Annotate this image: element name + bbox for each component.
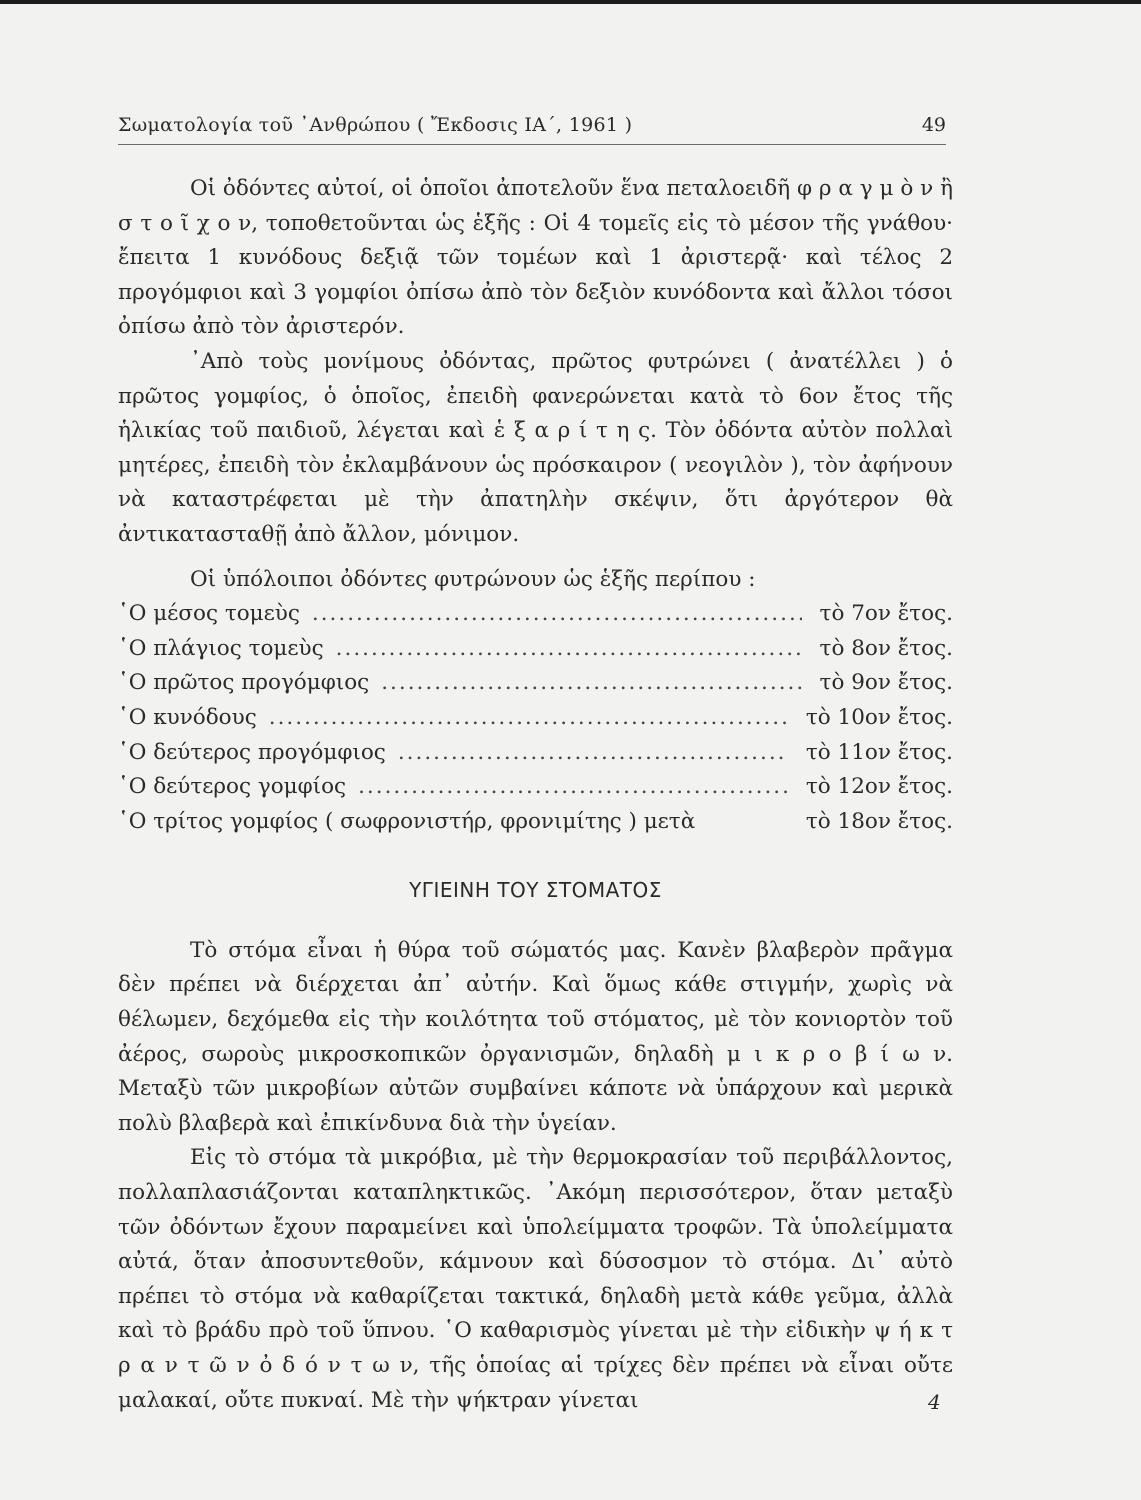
dot-leader [358, 770, 788, 805]
list-item [118, 597, 953, 632]
tooth-age: τὸ 11ον ἔτος. [805, 739, 953, 765]
tooth-age: τὸ 18ον ἔτος. [805, 808, 953, 834]
tooth-label: ῾Ο πλάγιος τομεὺς [118, 635, 324, 661]
list-item [118, 666, 953, 701]
dot-leader [269, 701, 788, 736]
dot-leader [312, 597, 802, 632]
running-header [118, 112, 946, 145]
dot-leader [336, 632, 802, 667]
teeth-eruption-list [118, 597, 953, 839]
list-item [118, 701, 953, 736]
tooth-age: τὸ 8ον ἔτος. [819, 635, 953, 661]
tooth-label: ῾Ο δεύτερος προγόμφιος [118, 739, 386, 765]
section-heading: ΥΓΙΕΙΝΗ ΤΟΥ ΣΤΟΜΑΤΟΣ [409, 878, 662, 903]
paragraph: Τὸ στόμα εἶναι ἡ θύρα τοῦ σώματός μας. Κανὲν βλαβερὸν πρᾶγμα δὲν πρέπει νὰ διέρχεται ἀπ᾿ αὐτήν. Καὶ ὅμως κάθε στιγμήν, χωρὶς νὰ θέλωμεν, δεχόμεθα εἰς τὴν κοιλότητα τοῦ στόματος, μὲ τὸν κονιορτὸν τοῦ ἀέρος, σωροὺς μικροσκοπικῶν ὀργανισμῶν, δηλαδὴ μ ι κ ρ ο β ί ω ν. Μεταξὺ τῶν μικροβίων αὐτῶν συμβαίνει κάποτε νὰ ὑπάρχουν καὶ μερικὰ πολὺ βλαβερὰ καὶ ἐπικίνδυνα διὰ τὴν ὑγείαν. [118, 937, 953, 1136]
tooth-age: τὸ 12ον ἔτος. [805, 774, 953, 800]
header-title: Σωματολογία τοῦ ᾿Ανθρώπου ( Ἔκδοσις ΙΑ΄, 1961 ) [118, 114, 633, 136]
signature-mark: 4 [928, 1390, 941, 1414]
tooth-label: ῾Ο κυνόδους [118, 704, 257, 730]
tooth-label: ῾Ο μέσος τομεὺς [118, 601, 300, 627]
tooth-age: τὸ 10ον ἔτος. [805, 704, 953, 730]
paragraph: ᾿Απὸ τοὺς μονίμους ὀδόντας, πρῶτος φυτρώνει ( ἀνατέλλει ) ὁ πρῶτος γομφίος, ὁ ὁποῖος, ἐπειδὴ φανερώνεται κατὰ τὸ 6ον ἔτος τῆς ἡλικίας τοῦ παιδιοῦ, λέγεται καὶ ἑ ξ α ρ ί τ η ς. Τὸν ὀδόντα αὐτὸν πολλαὶ μητέρες, ἐπειδὴ τὸν ἐκλαμβάνουν ὡς πρόσκαιρον ( νεογιλὸν ), τὸν ἀφήνουν νὰ καταστρέφεται μὲ τὴν ἀπατηλὴν σκέψιν, ὅτι ἀργότερον θὰ ἀντικατασταθῇ ἀπὸ ἄλλον, μόνιμον. [118, 348, 953, 547]
list-item [118, 805, 953, 840]
paragraph: Οἱ ὀδόντες αὐτοί, οἱ ὁποῖοι ἀποτελοῦν ἕνα πεταλοειδῆ φ ρ α γ μ ὸ ν ἢ σ τ ο ῖ χ ο ν, τοποθετοῦνται ὡς ἑξῆς : Οἱ 4 τομεῖς εἰς τὸ μέσον τῆς γνάθου· ἔπειτα 1 κυνόδους δεξιᾷ τῶν τομέων καὶ 1 ἀριστερᾷ· καὶ τέλος 2 προγόμφιοι καὶ 3 γομφίοι ὀπίσω ἀπὸ τὸν δεξιὸν κυνόδοντα καὶ ἄλλοι τόσοι ὀπίσω ἀπὸ τὸν ἀριστερόν. [118, 176, 953, 340]
paragraph: Οἱ ὑπόλοιποι ὀδόντες φυτρώνουν ὡς ἑξῆς περίπου : [190, 566, 756, 592]
dot-leader [381, 666, 801, 701]
page-body [118, 172, 953, 1418]
dot-leader [398, 736, 788, 771]
tooth-label: ῾Ο τρίτος γομφίος ( σωφρονιστήρ, φρονιμίτης ) μετὰ [118, 808, 696, 834]
tooth-age: τὸ 7ον ἔτος. [819, 601, 953, 627]
list-item [118, 770, 953, 805]
list-item [118, 736, 953, 771]
tooth-label: ῾Ο δεύτερος γομφίος [118, 774, 347, 800]
page-number: 49 [921, 114, 946, 136]
paragraph: Εἰς τὸ στόμα τὰ μικρόβια, μὲ τὴν θερμοκρασίαν τοῦ περιβάλλοντος, πολλαπλασιάζονται καταπληκτικῶς. ᾿Ακόμη περισσότερον, ὅταν μεταξὺ τῶν ὀδόντων ἔχουν παραμείνει καὶ ὑπολείμματα τροφῶν. Τὰ ὑπολείμματα αὐτά, ὅταν ἀποσυντεθοῦν, κάμνουν καὶ δύσοσμον τὸ στόμα. Δι᾿ αὐτὸ πρέπει τὸ στόμα νὰ καθαρίζεται τακτικά, δηλαδὴ μετὰ κάθε γεῦμα, ἀλλὰ καὶ τὸ βράδυ πρὸ τοῦ ὕπνου. ῾Ο καθαρισμὸς γίνεται μὲ τὴν εἰδικὴν ψ ή κ τ ρ α ν τ ῶ ν ὀ δ ό ν τ ω ν, τῆς ὁποίας αἱ τρίχες δὲν πρέπει νὰ εἶναι οὔτε μαλακαί, οὔτε πυκναί. Μὲ τὴν ψήκτραν γίνεται [118, 1145, 953, 1413]
tooth-age: τὸ 9ον ἔτος. [819, 670, 953, 696]
list-item [118, 632, 953, 667]
tooth-label: ῾Ο πρῶτος προγόμφιος [118, 670, 370, 696]
page-top-edge [0, 0, 1141, 4]
